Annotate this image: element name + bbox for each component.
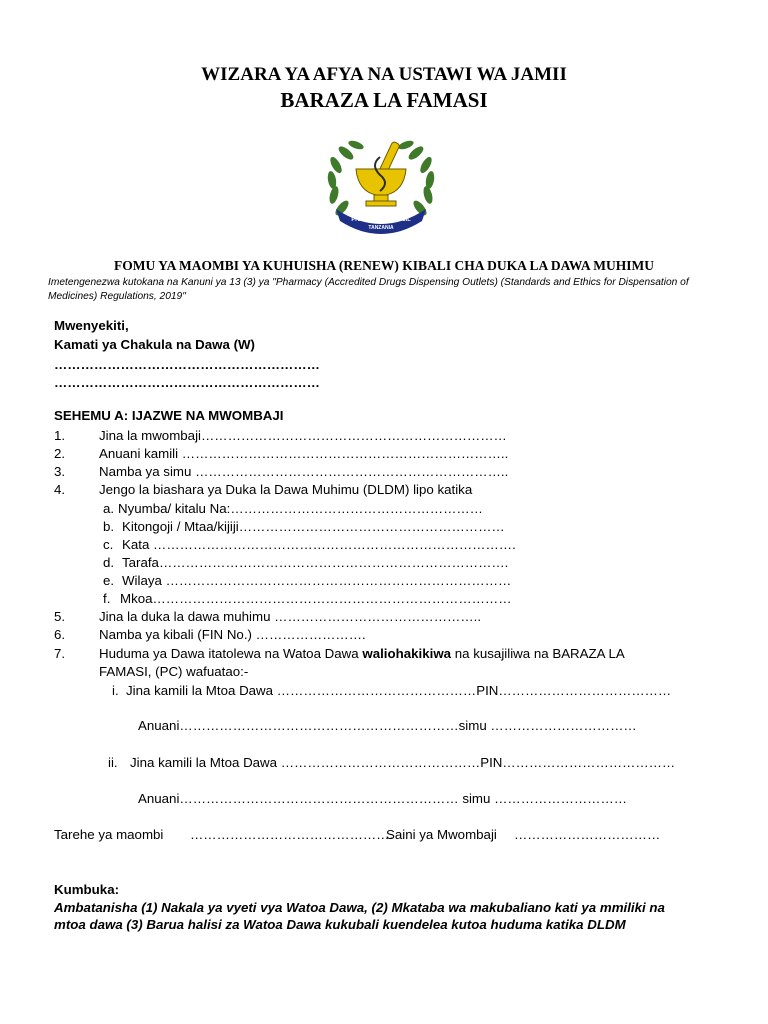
provider-1-name-pin-field[interactable]: Jina kamili la Mtoa Dawa ………………………………………PIN………………………………… bbox=[126, 683, 672, 698]
pharmacy-council-logo bbox=[322, 135, 440, 235]
provider-number: ii. bbox=[108, 755, 118, 770]
sub-letter: c. bbox=[103, 537, 114, 552]
item-number: 2. bbox=[54, 446, 66, 461]
logo-text-bottom: TANZANIA bbox=[368, 225, 394, 231]
addressee-line-2: Kamati ya Chakula na Dawa (W) bbox=[54, 337, 255, 352]
address-blank-1[interactable]: …………………………………………………… bbox=[54, 357, 320, 372]
sub-letter: d. bbox=[103, 555, 115, 570]
provider-2-address-phone-field[interactable]: Anuani……………………………………………………… simu ………………………… bbox=[138, 791, 628, 806]
phone-number-field[interactable]: Namba ya simu …………………………………………………………….. bbox=[99, 464, 509, 479]
sub-letter: f. bbox=[103, 591, 111, 606]
council-title: BARAZA LA FAMASI bbox=[280, 88, 488, 112]
signature-label: Saini ya Mwombaji bbox=[386, 827, 497, 842]
sub-letter: b. bbox=[103, 519, 115, 534]
division-field[interactable]: Tarafa……………………………………………………………………. bbox=[122, 555, 509, 570]
note-heading: Kumbuka: bbox=[54, 882, 120, 897]
item-number: 7. bbox=[54, 646, 66, 661]
regulation-line-1: Imetengenezwa kutokana na Kanuni ya 13 (3) ya "Pharmacy (Accredited Drugs Dispensing Outlets) (Standards and Ethics for Dispensation of bbox=[48, 277, 689, 288]
item-number: 4. bbox=[54, 482, 66, 497]
shop-name-field[interactable]: Jina la duka la dawa muhimu ……………………………………….. bbox=[99, 609, 482, 624]
provider-number: i. bbox=[112, 683, 119, 698]
item-number: 3. bbox=[54, 464, 66, 479]
ward-field[interactable]: Kata ………………………………………………………………………. bbox=[122, 537, 516, 552]
item-number: 1. bbox=[54, 428, 66, 443]
item-number: 5. bbox=[54, 609, 66, 624]
note-line-2: mtoa dawa (3) Barua halisi za Watoa Dawa kukubali kuendelea kutoa huduma katika DLDM bbox=[54, 917, 626, 932]
ministry-title: WIZARA YA AFYA NA USTAWI WA JAMII bbox=[201, 64, 567, 85]
note-line-1: Ambatanisha (1) Nakala ya vyeti vya Watoa Dawa, (2) Mkataba wa makubaliano kati ya mmiliki na bbox=[54, 900, 665, 915]
district-field[interactable]: Wilaya …………………………………………………………………… bbox=[122, 573, 512, 588]
region-field[interactable]: Mkoa……………………………………………………………………… bbox=[120, 591, 512, 606]
hamlet-street-village-field[interactable]: Kitongoji / Mtaa/kijiji…………………………………………………… bbox=[122, 519, 505, 534]
dispensers-intro-line-2: FAMASI, (PC) wafuatao:- bbox=[99, 664, 249, 679]
permit-number-field[interactable]: Namba ya kibali (FIN No.) ……………………. bbox=[99, 627, 366, 642]
item-number: 6. bbox=[54, 627, 66, 642]
addressee-line-1: Mwenyekiti, bbox=[54, 318, 129, 333]
signature-field[interactable]: …………………………… bbox=[514, 827, 661, 842]
applicant-name-field[interactable]: Jina la mwombaji…………………………………………………………… bbox=[99, 428, 507, 443]
sub-letter: e. bbox=[103, 573, 115, 588]
full-address-field[interactable]: Anuani kamili ……………………………………………………………….. bbox=[99, 446, 509, 461]
application-date-field[interactable]: ………………………………………. bbox=[190, 827, 394, 842]
address-blank-2[interactable]: …………………………………………………… bbox=[54, 375, 320, 390]
provider-1-address-phone-field[interactable]: Anuani………………………………………………………simu …………………………… bbox=[138, 718, 637, 733]
premises-location-label: Jengo la biashara ya Duka la Dawa Muhimu (DLDM) lipo katika bbox=[99, 482, 473, 497]
logo-text-top: PHARMACY COUNCIL bbox=[351, 217, 411, 223]
house-plot-field[interactable]: Nyumba/ kitalu Na:………………………………………………… bbox=[118, 501, 483, 516]
sub-letter: a. bbox=[103, 501, 115, 516]
provider-2-name-pin-field[interactable]: Jina kamili la Mtoa Dawa ………………………………………PIN………………………………… bbox=[130, 755, 676, 770]
regulation-line-2: Medicines) Regulations, 2019" bbox=[48, 291, 186, 302]
application-date-label: Tarehe ya maombi bbox=[54, 827, 164, 842]
section-a-heading: SEHEMU A: IJAZWE NA MWOMBAJI bbox=[54, 408, 284, 423]
form-title: FOMU YA MAOMBI YA KUHUISHA (RENEW) KIBALI CHA DUKA LA DAWA MUHIMU bbox=[114, 258, 654, 273]
dispensers-intro-line-1: Huduma ya Dawa itatolewa na Watoa Dawa waliohakikiwa na kusajiliwa na BARAZA LA bbox=[99, 646, 625, 661]
